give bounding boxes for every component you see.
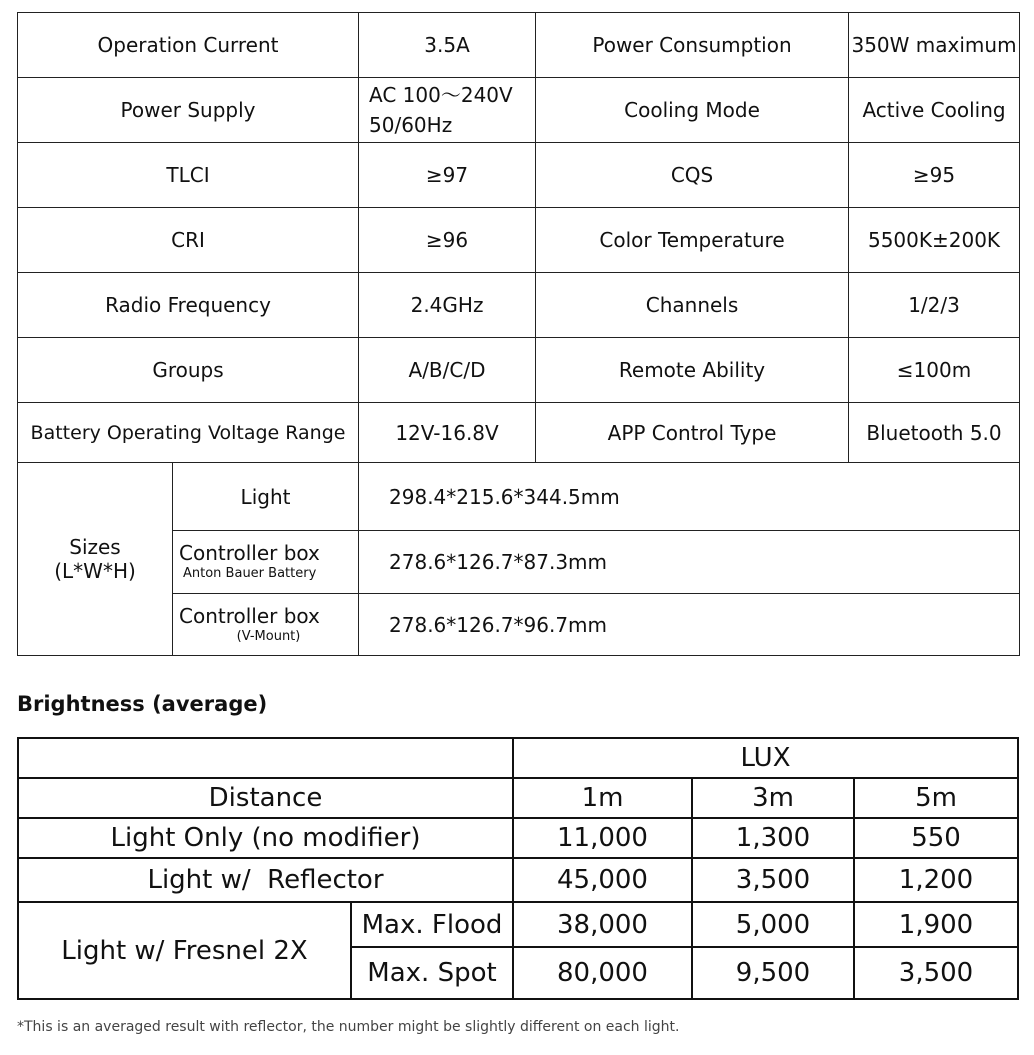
distance-value: 3m bbox=[692, 778, 854, 818]
spec-value-line: AC 100～240V bbox=[369, 83, 513, 107]
footnote: *This is an averaged result with reflector, the number might be slightly different on each light. bbox=[17, 1019, 680, 1035]
spec-label: Power Supply bbox=[18, 78, 359, 143]
brightness-header-empty bbox=[18, 738, 513, 778]
size-item-title: Controller box bbox=[179, 541, 320, 565]
spec-value: 350W maximum bbox=[849, 13, 1020, 78]
spec-label: Groups bbox=[18, 338, 359, 403]
brightness-table bbox=[17, 737, 1019, 1000]
spec-value-line: 50/60Hz bbox=[369, 113, 453, 137]
spec-value: ≤100m bbox=[849, 338, 1020, 403]
spec-value bbox=[359, 78, 536, 143]
distance-label: Distance bbox=[18, 778, 513, 818]
lux-value: 9,500 bbox=[692, 947, 854, 999]
lux-value: 5,000 bbox=[692, 902, 854, 947]
size-item-value: 298.4*215.6*344.5mm bbox=[359, 463, 1020, 531]
size-item-value: 278.6*126.7*96.7mm bbox=[359, 594, 1020, 656]
spec-value: 2.4GHz bbox=[359, 273, 536, 338]
spec-value: Active Cooling bbox=[849, 78, 1020, 143]
lux-value: 1,200 bbox=[854, 858, 1018, 902]
spec-label: CQS bbox=[536, 143, 849, 208]
distance-row bbox=[18, 778, 1018, 818]
distance-value: 5m bbox=[854, 778, 1018, 818]
sizes-row bbox=[18, 463, 1020, 531]
spec-value: 12V-16.8V bbox=[359, 403, 536, 463]
size-item-name bbox=[173, 594, 359, 656]
spec-table bbox=[17, 12, 1020, 656]
spec-row bbox=[18, 208, 1020, 273]
size-item-sub: (V-Mount) bbox=[236, 628, 301, 644]
spec-row bbox=[18, 13, 1020, 78]
spec-row bbox=[18, 143, 1020, 208]
lux-value: 45,000 bbox=[513, 858, 692, 902]
spec-row bbox=[18, 78, 1020, 143]
size-item-sub: Anton Bauer Battery bbox=[183, 566, 317, 581]
brightness-header-row bbox=[18, 738, 1018, 778]
spec-label: CRI bbox=[18, 208, 359, 273]
size-item-title: Controller box bbox=[179, 603, 320, 628]
spec-value: Bluetooth 5.0 bbox=[849, 403, 1020, 463]
spec-value: ≥96 bbox=[359, 208, 536, 273]
lux-value: 11,000 bbox=[513, 818, 692, 858]
fresnel-mode: Max. Spot bbox=[351, 947, 513, 999]
distance-value: 1m bbox=[513, 778, 692, 818]
spec-value: A/B/C/D bbox=[359, 338, 536, 403]
size-item-value: 278.6*126.7*87.3mm bbox=[359, 531, 1020, 594]
brightness-row-label: Light Only (no modifier) bbox=[18, 818, 513, 858]
brightness-title: Brightness (average) bbox=[17, 692, 268, 716]
spec-label: Power Consumption bbox=[536, 13, 849, 78]
spec-label: TLCI bbox=[18, 143, 359, 208]
sizes-label bbox=[18, 463, 173, 656]
lux-value: 80,000 bbox=[513, 947, 692, 999]
lux-value: 1,300 bbox=[692, 818, 854, 858]
lux-value: 3,500 bbox=[692, 858, 854, 902]
fresnel-row bbox=[18, 902, 1018, 947]
lux-value: 1,900 bbox=[854, 902, 1018, 947]
spec-value: 1/2/3 bbox=[849, 273, 1020, 338]
brightness-row bbox=[18, 818, 1018, 858]
spec-row bbox=[18, 273, 1020, 338]
spec-label: Operation Current bbox=[18, 13, 359, 78]
spec-label: Channels bbox=[536, 273, 849, 338]
spec-value: 5500K±200K bbox=[849, 208, 1020, 273]
spec-label: Color Temperature bbox=[536, 208, 849, 273]
size-item-name: Light bbox=[173, 463, 359, 531]
spec-value: ≥95 bbox=[849, 143, 1020, 208]
spec-label: Cooling Mode bbox=[536, 78, 849, 143]
fresnel-label: Light w/ Fresnel 2X bbox=[18, 902, 351, 999]
spec-label: Radio Frequency bbox=[18, 273, 359, 338]
lux-value: 3,500 bbox=[854, 947, 1018, 999]
size-item-name bbox=[173, 531, 359, 594]
spec-value: 3.5A bbox=[359, 13, 536, 78]
sizes-label-line: Sizes bbox=[69, 535, 121, 559]
spec-label: Battery Operating Voltage Range bbox=[18, 403, 359, 463]
sizes-label-line: (L*W*H) bbox=[54, 559, 136, 583]
spec-row bbox=[18, 338, 1020, 403]
spec-row bbox=[18, 403, 1020, 463]
spec-value: ≥97 bbox=[359, 143, 536, 208]
brightness-row-label: Light w/ Reflector bbox=[18, 858, 513, 902]
lux-header: LUX bbox=[513, 738, 1018, 778]
spec-label: Remote Ability bbox=[536, 338, 849, 403]
spec-label: APP Control Type bbox=[536, 403, 849, 463]
lux-value: 550 bbox=[854, 818, 1018, 858]
lux-value: 38,000 bbox=[513, 902, 692, 947]
fresnel-mode: Max. Flood bbox=[351, 902, 513, 947]
brightness-row bbox=[18, 858, 1018, 902]
